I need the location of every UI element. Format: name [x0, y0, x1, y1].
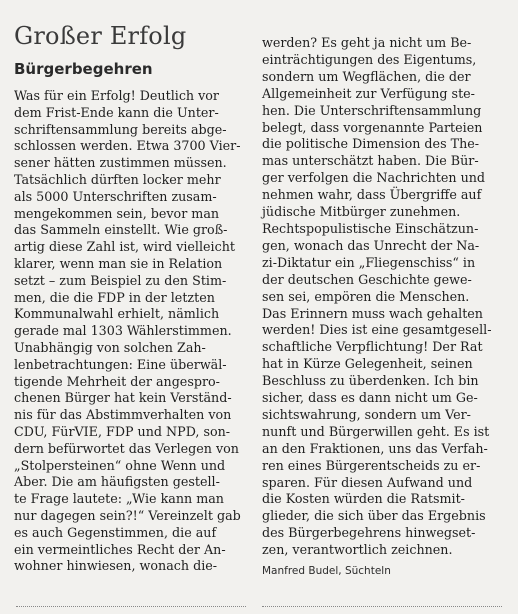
- text-line: schlossen werden. Etwa 3700 Vier-: [14, 138, 241, 154]
- text-line: „Stolpersteinen“ ohne Wenn und: [14, 457, 226, 473]
- text-line: der deutschen Geschichte gewe-: [262, 271, 472, 287]
- article-headline: Großer Erfolg: [14, 22, 187, 50]
- text-line: werden? Es geht ja nicht um Be-: [262, 35, 472, 50]
- text-line: das Sammeln einstellt. Wie groß-: [14, 222, 228, 238]
- text-line: Unabhängig von solchen Zah-: [14, 339, 206, 355]
- text-line: nis für das Abstimmverhalten von: [14, 407, 232, 423]
- text-line: mas unterschätzt haben. Die Bür-: [262, 153, 479, 169]
- text-line: men, die die FDP in der letzten: [14, 289, 215, 305]
- text-line: hen. Die Unterschriftensammlung: [262, 102, 482, 118]
- text-line: die Kosten würden die Ratsmit-: [262, 491, 465, 507]
- text-line: Das Erinnern muss wach gehalten: [262, 305, 483, 321]
- text-line: Allgemeinheit zur Verfügung ste-: [262, 85, 475, 101]
- text-line: schaftliche Verpflichtung! Der Rat: [262, 339, 483, 355]
- left-column: [14, 22, 246, 575]
- bottom-divider-right: [262, 606, 502, 608]
- text-line: sen sei, empören die Menschen.: [262, 288, 470, 304]
- text-line: sparen. Für diesen Aufwand und: [262, 474, 473, 490]
- text-line: dern befürwortet das Verlegen von: [14, 440, 239, 456]
- text-line: nur dagegen sein?!“ Vereinzelt gab: [14, 507, 241, 523]
- text-line: klarer, wenn man sie in Relation: [14, 255, 223, 271]
- right-column-body: [262, 35, 502, 559]
- bottom-divider-left: [16, 606, 246, 608]
- text-line: sicher, dass es dann nicht um Ge-: [262, 390, 478, 406]
- text-line: hat in Kürze Gelegenheit, seinen: [262, 356, 473, 372]
- text-line: chenen Bürger hat kein Verständ-: [14, 390, 232, 406]
- text-line: lenbetrachtungen: Eine überwäl-: [14, 356, 227, 372]
- text-line: Tatsächlich dürften locker mehr: [14, 171, 221, 187]
- text-line: dem Frist-Ende kann die Unter-: [14, 104, 219, 120]
- text-line: belegt, dass vorgenannte Parteien: [262, 119, 483, 135]
- text-line: gen, wonach das Unrecht der Na-: [262, 237, 480, 253]
- text-line: an den Fraktionen, uns das Verfah-: [262, 440, 488, 456]
- text-line: jüdische Mitbürger zunehmen.: [262, 204, 461, 220]
- text-line: es auch Gegenstimmen, die auf: [14, 524, 217, 540]
- text-line: Was für ein Erfolg! Deutlich vor: [14, 88, 219, 103]
- text-line: werden! Dies ist eine gesamtgesell-: [262, 322, 492, 338]
- text-line: des Bürgerbegehrens hinwegset-: [262, 525, 476, 541]
- right-column: [262, 35, 502, 579]
- text-line: gerade mal 1303 Wählerstimmen.: [14, 323, 232, 339]
- text-line: ger verfolgen die Nachrichten und: [262, 170, 486, 186]
- text-line: artig diese Zahl ist, wird vielleicht: [14, 239, 235, 255]
- text-line: zen, verantwortlich zeichnen.: [262, 542, 453, 558]
- text-line: glieder, die sich über das Ergebnis: [262, 508, 486, 524]
- text-line: schriftensammlung bereits abge-: [14, 121, 227, 137]
- text-line: mengekommen sein, bevor man: [14, 205, 220, 221]
- text-line: nunft und Bürgerwillen geht. Es ist: [262, 423, 490, 439]
- text-line: sondern um Wegflächen, die der: [262, 68, 471, 84]
- text-line: nehmen wahr, dass Übergriffe auf: [262, 187, 482, 203]
- text-line: ein vermeintliches Recht der An-: [14, 541, 226, 557]
- left-column-body: [14, 88, 246, 575]
- author-signature: Manfred Budel, Süchteln: [262, 565, 391, 578]
- text-line: Beschluss zu überdenken. Ich bin: [262, 373, 479, 389]
- article-subheadline: Bürgerbegehren: [14, 60, 153, 78]
- text-line: CDU, FürVIE, FDP und NPD, son-: [14, 423, 231, 439]
- text-line: zi-Diktatur ein „Fliegenschiss“ in: [262, 254, 476, 270]
- text-line: Aber. Die am häufigsten gestell-: [14, 474, 220, 490]
- text-line: sener hätten zustimmen müssen.: [14, 155, 227, 171]
- text-line: te Frage lautete: „Wie kann man: [14, 491, 224, 507]
- text-line: setzt – zum Beispiel zu den Stim-: [14, 272, 227, 288]
- text-line: tigende Mehrheit der angespro-: [14, 373, 220, 389]
- text-line: einträchtigungen des Eigentums,: [262, 51, 477, 67]
- text-line: ren eines Bürgerentscheids zu er-: [262, 457, 481, 473]
- text-line: sichtswahrung, sondern um Ver-: [262, 406, 471, 422]
- text-line: die politische Dimension des The-: [262, 136, 480, 152]
- text-line: Kommunalwahl erhielt, nämlich: [14, 306, 220, 322]
- text-line: Rechtspopulistische Einschätzun-: [262, 220, 479, 236]
- text-line: als 5000 Unterschriften zusam-: [14, 188, 217, 204]
- text-line: wohner hinwiesen, wonach die-: [14, 558, 218, 574]
